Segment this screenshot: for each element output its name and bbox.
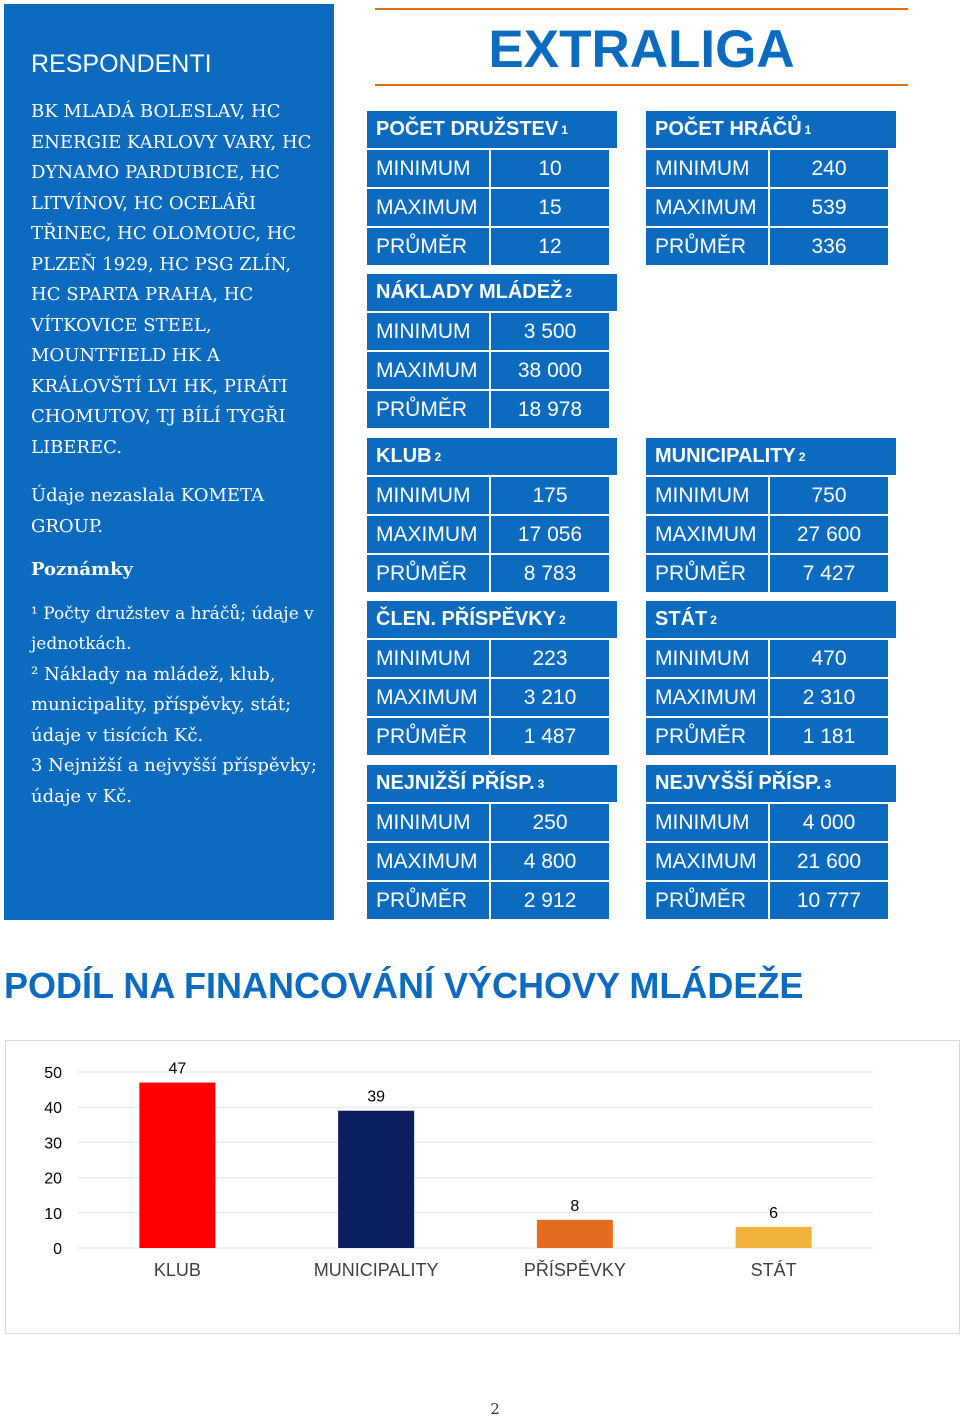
data-label: 6 (769, 1204, 779, 1222)
stat-note: 2 (710, 612, 717, 627)
note-1: ¹ Počty družstev a hráčů; údaje v jednotkách. (31, 603, 314, 654)
bar (537, 1220, 613, 1248)
funding-chart (5, 1040, 960, 1334)
missing-data-note: Údaje nezaslala KOMETA GROUP. (31, 485, 265, 537)
stat-label: PRŮMĚR (367, 228, 489, 265)
stat-value: 27 600 (770, 516, 888, 553)
stat-highest-fee (646, 765, 896, 921)
stat-label: PRŮMĚR (367, 882, 489, 919)
page-number: 2 (490, 1400, 500, 1418)
top-rule (375, 8, 908, 10)
stat-label: PRŮMĚR (646, 718, 768, 755)
y-tick-label: 50 (44, 1065, 62, 1082)
stat-club (367, 438, 617, 594)
stat-note: 2 (434, 449, 442, 464)
stat-label: MAXIMUM (367, 843, 489, 880)
extraliga-title: EXTRALIGA (488, 20, 795, 79)
funding-section-title: PODÍL NA FINANCOVÁNÍ VÝCHOVY MLÁDEŽE (4, 965, 804, 1006)
data-label: 47 (168, 1060, 187, 1078)
stat-value: 240 (770, 150, 888, 187)
stat-label: PRŮMĚR (646, 228, 768, 265)
stat-municipality (646, 438, 896, 594)
stat-member-fees (367, 601, 617, 757)
stat-value: 4 000 (770, 804, 888, 841)
stat-header: MUNICIPALITY (655, 445, 796, 467)
stat-value: 18 978 (491, 391, 609, 428)
stat-label: PRŮMĚR (367, 718, 489, 755)
stat-label: PRŮMĚR (646, 882, 768, 919)
stat-label: MAXIMUM (646, 189, 768, 226)
stat-header: POČET DRUŽSTEV (376, 118, 559, 140)
stat-label: MINIMUM (367, 804, 489, 841)
bar (139, 1083, 215, 1248)
stat-value: 21 600 (770, 843, 888, 880)
stat-label: MINIMUM (367, 640, 489, 677)
stat-label: MAXIMUM (646, 679, 768, 716)
stat-label: MINIMUM (646, 804, 768, 841)
stat-note: 2 (798, 449, 806, 464)
stat-header: NÁKLADY MLÁDEŽ (376, 281, 563, 303)
stat-note: 2 (559, 612, 566, 627)
note-3: 3 Nejnižší a nejvyšší příspěvky; údaje v Kč. (31, 755, 317, 807)
stat-label: MAXIMUM (367, 679, 489, 716)
respondents-list: BK MLADÁ BOLESLAV, HC ENERGIE KARLOVY VARY, HC DYNAMO PARDUBICE, HC LITVÍNOV, HC OCELÁŘI TŘINEC, HC OLOMOUC, HC PLZEŇ 1929, HC PSG ZLÍN, HC SPARTA PRAHA, HC VÍTKOVICE STEEL, MOUNTFIELD HK A KRÁLOVŠTÍ LVI HK, PIRÁTI CHOMUTOV, TJ BÍLÍ TYGŘI LIBEREC. (31, 101, 312, 458)
stat-state (646, 601, 896, 757)
stat-label: MAXIMUM (367, 352, 489, 389)
y-tick-label: 40 (44, 1100, 62, 1118)
stat-label: MINIMUM (367, 313, 489, 350)
stat-header: ČLEN. PŘÍSPĚVKY (376, 608, 557, 630)
bar (338, 1111, 414, 1248)
stat-value: 3 210 (491, 679, 609, 716)
stat-teams (367, 111, 617, 267)
stat-value: 1 487 (491, 718, 609, 755)
x-tick-label: KLUB (153, 1260, 201, 1280)
stat-value: 750 (770, 477, 888, 514)
stat-value: 15 (491, 189, 609, 226)
stat-label: MINIMUM (646, 640, 768, 677)
stat-label: PRŮMĚR (646, 555, 768, 592)
stat-label: MINIMUM (367, 477, 489, 514)
y-tick-label: 20 (44, 1170, 62, 1188)
stat-value: 38 000 (491, 352, 609, 389)
stat-label: MAXIMUM (646, 843, 768, 880)
stat-lowest-fee (367, 765, 617, 921)
stat-value: 4 800 (491, 843, 609, 880)
respondents-panel (4, 4, 334, 920)
stat-value: 17 056 (491, 516, 609, 553)
x-tick-label: PŘÍSPĚVKY (523, 1260, 626, 1280)
stat-value: 10 777 (770, 882, 888, 919)
stat-label: MINIMUM (646, 477, 768, 514)
stat-header: POČET HRÁČŮ (655, 118, 802, 140)
stat-value: 12 (491, 228, 609, 265)
note-2: ² Náklady na mládež, klub, municipality, příspěvky, stát; údaje v tisících Kč. (31, 663, 292, 746)
stat-header: NEJVYŠŠÍ PŘÍSP. (655, 772, 822, 794)
data-label: 39 (367, 1088, 386, 1106)
stat-value: 250 (491, 804, 609, 841)
funding-bar-chart (6, 1041, 959, 1333)
respondents-title: RESPONDENTI (31, 50, 212, 78)
stat-value: 1 181 (770, 718, 888, 755)
x-tick-label: STÁT (750, 1260, 797, 1280)
y-tick-label: 30 (44, 1135, 62, 1153)
stat-note: 3 (824, 776, 832, 791)
stat-value: 2 912 (491, 882, 609, 919)
stat-value: 8 783 (491, 555, 609, 592)
y-tick-label: 10 (44, 1205, 62, 1223)
stat-label: MAXIMUM (367, 516, 489, 553)
x-tick-label: MUNICIPALITY (313, 1260, 439, 1280)
stat-label: MINIMUM (646, 150, 768, 187)
notes-heading: Poznámky (31, 559, 134, 580)
stat-label: MINIMUM (367, 150, 489, 187)
stat-value: 336 (770, 228, 888, 265)
y-tick-label: 0 (53, 1241, 62, 1258)
stat-note: 1 (804, 122, 812, 137)
stat-value: 470 (770, 640, 888, 677)
stat-label: MAXIMUM (367, 189, 489, 226)
stat-note: 3 (537, 776, 545, 791)
stat-youth-costs (367, 274, 617, 430)
stat-value: 223 (491, 640, 609, 677)
stat-label: PRŮMĚR (367, 391, 489, 428)
stat-value: 7 427 (770, 555, 888, 592)
stat-value: 10 (491, 150, 609, 187)
data-label: 8 (570, 1197, 580, 1215)
title-rule (375, 84, 908, 86)
stat-header: STÁT (655, 608, 708, 630)
stat-header: KLUB (376, 445, 432, 467)
stat-note: 2 (565, 285, 572, 300)
stat-players (646, 111, 896, 267)
stat-value: 175 (491, 477, 609, 514)
stat-value: 2 310 (770, 679, 888, 716)
stat-value: 539 (770, 189, 888, 226)
bar (736, 1227, 812, 1248)
stat-label: MAXIMUM (646, 516, 768, 553)
stat-value: 3 500 (491, 313, 609, 350)
stat-label: PRŮMĚR (367, 555, 489, 592)
stat-header: NEJNIŽŠÍ PŘÍSP. (376, 772, 535, 794)
stat-note: 1 (561, 122, 568, 137)
